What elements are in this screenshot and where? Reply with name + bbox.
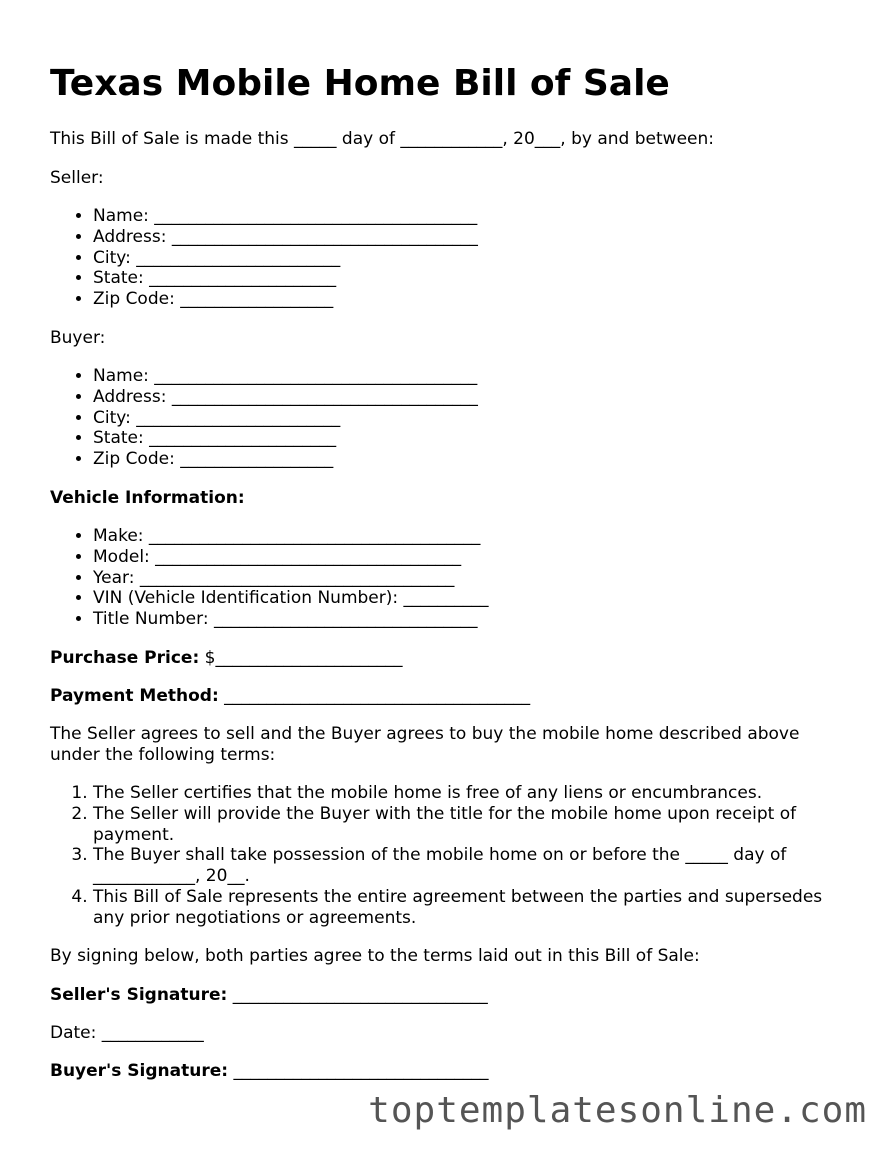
seller-signature-blank: ______________________________ bbox=[232, 985, 488, 1005]
term-item: 4. This Bill of Sale represents the entire agreement between the parties and supersedes any prior negotiations or agreements. bbox=[93, 887, 850, 929]
seller-name-field: • Name: ______________________________________ bbox=[93, 206, 478, 227]
seller-fields-list bbox=[50, 206, 478, 310]
buyer-signature-line bbox=[50, 1061, 488, 1082]
seller-address-field: • Address: ____________________________________ bbox=[93, 227, 478, 248]
buyer-fields-list bbox=[50, 366, 478, 470]
date-line: Date: ____________ bbox=[50, 1023, 204, 1043]
terms-list bbox=[50, 783, 850, 929]
vehicle-title-number-field: • Title Number: _______________________________ bbox=[93, 609, 489, 630]
buyer-heading: Buyer: bbox=[50, 328, 106, 348]
intro-text: This Bill of Sale is made this _____ day of ____________, 20___, by and between: bbox=[50, 129, 714, 149]
term-item: 3. The Buyer shall take possession of the mobile home on or before the _____ day of ____________, 20__. bbox=[93, 845, 850, 887]
seller-heading: Seller: bbox=[50, 168, 104, 188]
seller-signature-line bbox=[50, 985, 488, 1006]
signing-text: By signing below, both parties agree to the terms laid out in this Bill of Sale: bbox=[50, 946, 700, 966]
term-item: 1. The Seller certifies that the mobile home is free of any liens or encumbrances. bbox=[93, 783, 850, 804]
vehicle-make-field: • Make: _______________________________________ bbox=[93, 526, 489, 547]
buyer-zip-field: • Zip Code: __________________ bbox=[93, 449, 478, 470]
purchase-price-label: Purchase Price: bbox=[50, 648, 200, 668]
purchase-price-blank: $______________________ bbox=[204, 648, 403, 668]
vehicle-vin-field: • VIN (Vehicle Identification Number): __________ bbox=[93, 588, 489, 609]
agreement-intro-text: The Seller agrees to sell and the Buyer agrees to buy the mobile home described above under the following terms: bbox=[50, 724, 800, 765]
buyer-name-field: • Name: ______________________________________ bbox=[93, 366, 478, 387]
buyer-address-field: • Address: ____________________________________ bbox=[93, 387, 478, 408]
buyer-state-field: • State: ______________________ bbox=[93, 428, 478, 449]
payment-method-label: Payment Method: bbox=[50, 686, 219, 706]
payment-method-blank: ____________________________________ bbox=[224, 686, 531, 706]
buyer-city-field: • City: ________________________ bbox=[93, 408, 478, 429]
site-watermark: toptemplatesonline.com bbox=[368, 1090, 867, 1131]
vehicle-year-field: • Year: _____________________________________ bbox=[93, 568, 489, 589]
term-item: 2. The Seller will provide the Buyer with the title for the mobile home upon receipt of payment. bbox=[93, 804, 850, 846]
payment-method-line bbox=[50, 686, 530, 707]
seller-zip-field: • Zip Code: __________________ bbox=[93, 289, 478, 310]
purchase-price-line bbox=[50, 648, 402, 669]
document-title: Texas Mobile Home Bill of Sale bbox=[50, 63, 670, 104]
vehicle-heading: Vehicle Information: bbox=[50, 488, 245, 508]
seller-signature-label: Seller's Signature: bbox=[50, 985, 228, 1005]
vehicle-fields-list bbox=[50, 526, 489, 630]
seller-state-field: • State: ______________________ bbox=[93, 268, 478, 289]
seller-city-field: • City: ________________________ bbox=[93, 248, 478, 269]
buyer-signature-label: Buyer's Signature: bbox=[50, 1061, 229, 1081]
vehicle-model-field: • Model: ____________________________________ bbox=[93, 547, 489, 568]
buyer-signature-blank: ______________________________ bbox=[233, 1061, 489, 1081]
